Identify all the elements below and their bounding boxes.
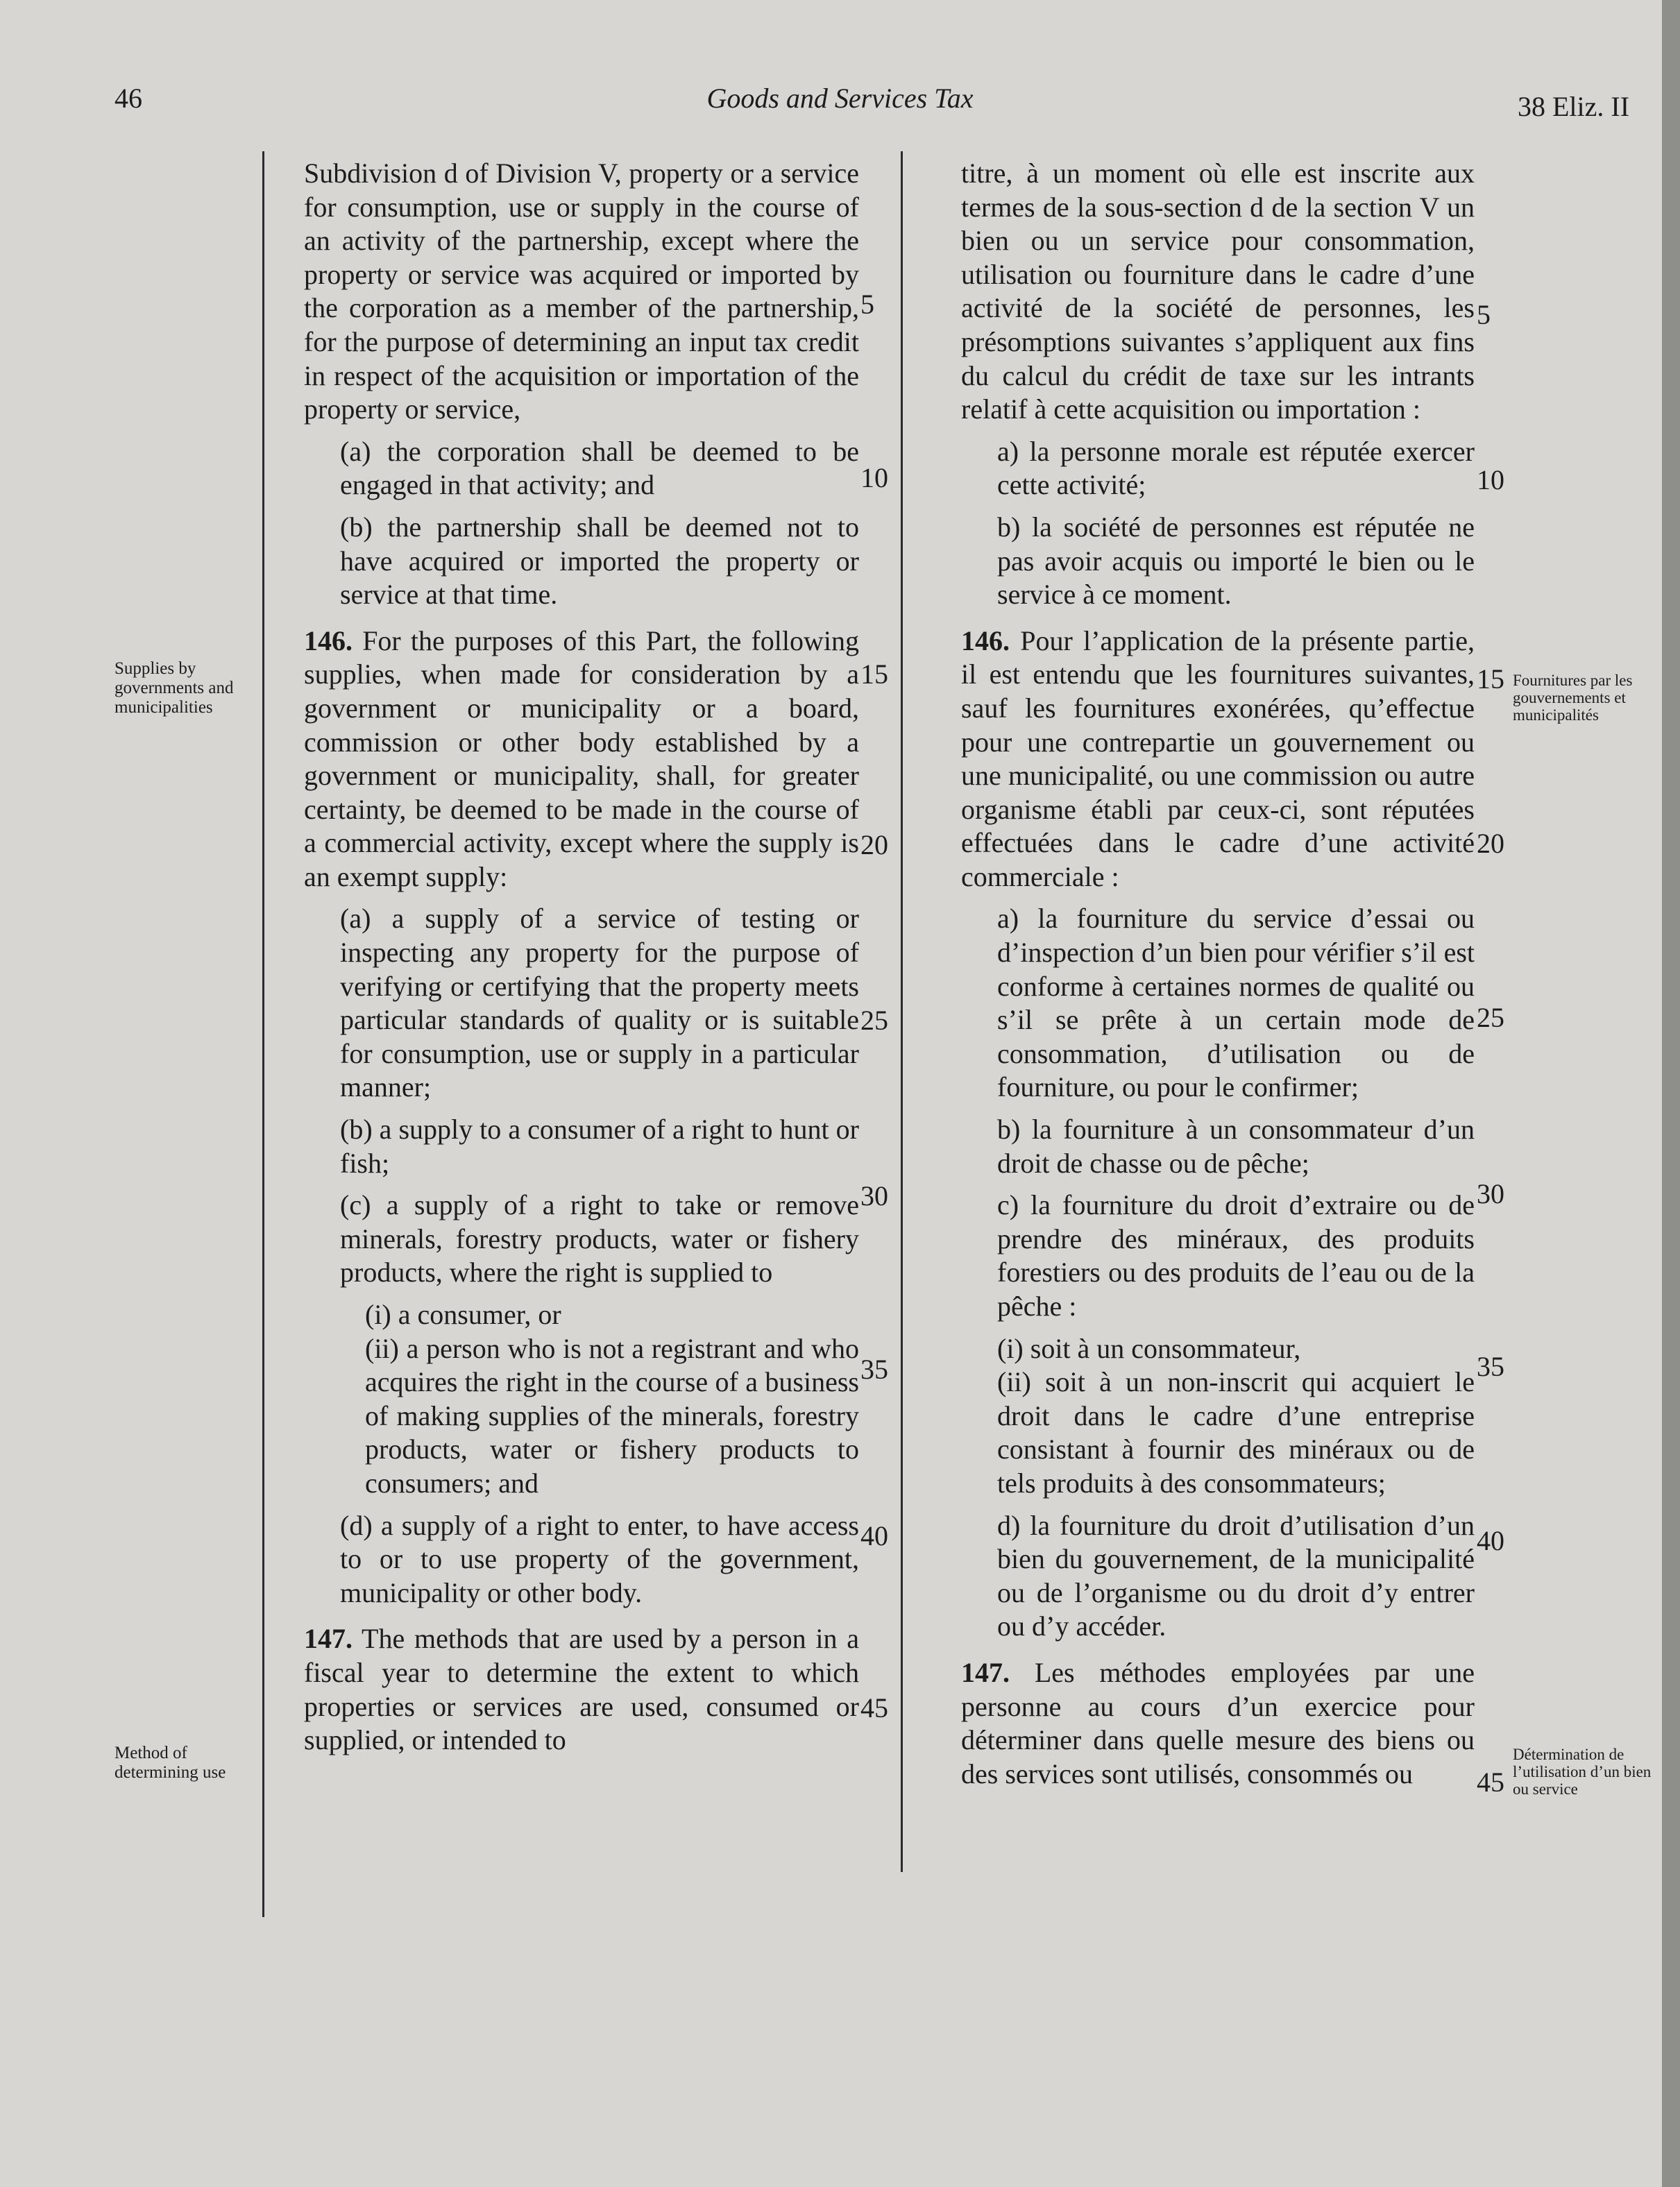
en-line-number-5: 5 (860, 289, 874, 320)
en-line-number-40: 40 (860, 1520, 888, 1551)
en-line-number-30: 30 (860, 1180, 888, 1211)
margin-note-s146-en: Supplies by governments and municipalities (114, 659, 234, 717)
en-clause-b: (b) the partnership shall be deemed not to have acquired or imported the property or service at that time. (340, 511, 859, 611)
fr-line-number-20: 20 (1477, 828, 1504, 859)
fr-section-146-number: 146. (961, 624, 1010, 656)
fr-clause-b: b) la société de personnes est réputée ne pas avoir acquis ou importé le bien ou le service à ce moment. (997, 511, 1475, 611)
fr-146-c-ii: (ii) soit à un non-inscrit qui acquiert le droit dans le cadre d’une entreprise consistant à fournir des minéraux ou de tels produits à des consommateurs; (997, 1366, 1475, 1499)
fr-line-number-40: 40 (1477, 1525, 1504, 1556)
fr-146-c: c) la fourniture du droit d’extraire ou de prendre des minéraux, des produits forestiers ou des produits de l’eau ou de la pêche : (997, 1189, 1475, 1322)
fr-section-146 (961, 624, 1475, 894)
fr-section-147-text: Les méthodes employées par une personne au cours d’un exercice pour déterminer dans quelle mesure des biens ou des services sont utilisés, consommés ou (961, 1656, 1475, 1789)
en-section-146-text: For the purposes of this Part, the following supplies, when made for consideration by a government or municipality or a board, commission or other body established by a government or municipality, shall, for greater certainty, be deemed to be made in the course of a commercial activity, except where the supply is an exempt supply: (304, 624, 860, 892)
fr-146-b: b) la fourniture à un consommateur d’un droit de chasse ou de pêche; (997, 1114, 1475, 1179)
margin-note-s147-fr: Détermination de l’utilisation d’un bien ou service (1513, 1746, 1652, 1798)
en-line-number-45: 45 (860, 1692, 888, 1724)
en-section-147 (304, 1622, 859, 1757)
fr-146-d: d) la fourniture du droit d’utilisation d’un bien du gouvernement, de la municipalité ou de l’organisme ou du droit d’y entrer ou d’y accéder. (997, 1509, 1475, 1642)
en-146-d: (d) a supply of a right to enter, to have access to or to use property of the government, municipality or other body. (340, 1509, 859, 1608)
en-146-c-i: (i) a consumer, or (365, 1299, 561, 1330)
page-edge-shadow (1662, 0, 1680, 2187)
english-column (304, 157, 859, 1766)
page-title: Goods and Services Tax (706, 83, 974, 114)
en-paragraph: Subdivision d of Division V, property or a service for consumption, use or supply in the course of an activity of the partnership, except where the property or service was acquired or imported by the corporation as a member of the partnership, for the purpose of determining an input tax credit in respect of the acquisition or importation of the property or service, (304, 158, 859, 425)
fr-paragraph: titre, à un moment où elle est inscrite aux termes de la sous-section d de la section V un bien ou un service pour consommation, utilisation ou fourniture dans le cadre d’une activité de la société de personnes, les présomptions suivantes s’appliquent aux fins du calcul du crédit de taxe sur les intrants relatif à cette acquisition ou importation : (961, 158, 1475, 425)
en-line-number-35: 35 (860, 1354, 888, 1385)
en-section-146-number: 146. (304, 624, 353, 656)
en-line-number-20: 20 (860, 829, 888, 860)
en-146-c: (c) a supply of a right to take or remove minerals, forestry products, water or fishery products, where the right is supplied to (340, 1189, 859, 1288)
fr-clause-a: a) la personne morale est réputée exercer cette activité; (997, 435, 1475, 501)
en-line-number-25: 25 (860, 1005, 888, 1036)
fr-section-147 (961, 1656, 1475, 1791)
fr-line-number-45: 45 (1477, 1767, 1504, 1798)
en-146-a: (a) a supply of a service of testing or inspecting any property for the purpose of verifying or certifying that the property meets particular standards of quality or is suitable for consumption, use or supply in a particular manner; (340, 903, 859, 1103)
fr-line-number-10: 10 (1477, 464, 1504, 495)
fr-section-147-number: 147. (961, 1656, 1010, 1688)
en-section-147-number: 147. (304, 1623, 353, 1655)
en-146-b: (b) a supply to a consumer of a right to hunt or fish; (340, 1114, 859, 1179)
fr-line-number-35: 35 (1477, 1351, 1504, 1382)
fr-146-a: a) la fourniture du service d’essai ou d’inspection d’un bien pour vérifier s’il est conforme à certaines normes de qualité ou s’il se prête à un certain mode de consommation, d’utilisation ou de fourniture, ou pour le confirmer; (997, 903, 1475, 1103)
margin-note-s147-en: Method of determining use (114, 1744, 226, 1782)
en-section-147-text: The methods that are used by a person in a fiscal year to determine the extent to which properties or services are used, consumed or supplied, or intended to (304, 1623, 860, 1756)
fr-line-number-25: 25 (1477, 1002, 1504, 1033)
regnal-year: 38 Eliz. II (1518, 91, 1630, 122)
left-margin-rule (262, 151, 264, 1917)
en-146-c-ii: (ii) a person who is not a registrant and who acquires the right in the course of a business of making supplies of the minerals, forestry products, water or fishery products to consumers; and (365, 1332, 859, 1499)
fr-section-146-text: Pour l’application de la présente partie, il est entendu que les fournitures suivantes, sauf les fournitures exonérées, qu’effectue pour une contrepartie un gouvernement ou une municipalité, ou une commission ou autre organisme établi par ceux-ci, sont réputées effectuées dans le cadre d’une activité commerciale : (961, 624, 1475, 892)
en-clause-a: (a) the corporation shall be deemed to be engaged in that activity; and (340, 435, 859, 501)
fr-line-number-5: 5 (1477, 299, 1491, 330)
fr-line-number-30: 30 (1477, 1178, 1504, 1209)
french-column (961, 157, 1475, 1799)
en-line-number-10: 10 (860, 462, 888, 493)
en-section-146 (304, 624, 859, 894)
fr-146-c-i: (i) soit à un consommateur, (997, 1332, 1301, 1364)
page-number: 46 (114, 83, 142, 114)
margin-note-s146-fr: Fournitures par les gouvernements et municipalités (1513, 672, 1633, 724)
fr-line-number-15: 15 (1477, 663, 1504, 695)
center-column-rule (901, 151, 903, 1872)
en-line-number-15: 15 (860, 658, 888, 690)
